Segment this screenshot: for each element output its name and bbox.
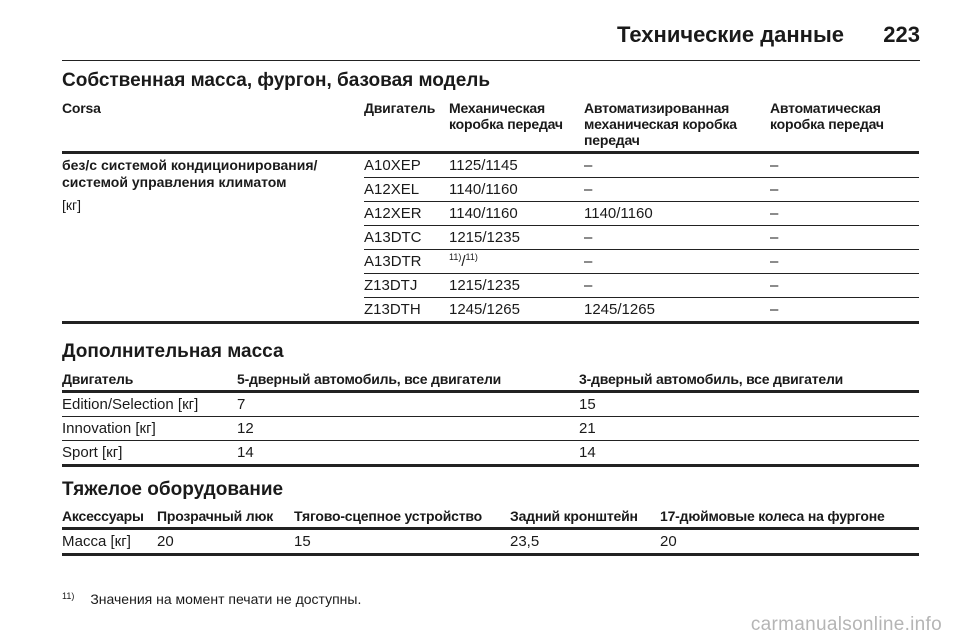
five-door-cell: 12 — [237, 417, 579, 441]
heavy-equipment-table — [62, 505, 919, 556]
weight-condition-text: без/с системой кондиционирования/ системой управления климатом — [62, 157, 318, 190]
three-door-cell: 15 — [579, 392, 919, 417]
column-header: Corsa — [62, 97, 364, 153]
manual-cell: 1245/1265 — [449, 298, 584, 323]
page-number: 223 — [883, 22, 920, 47]
page-title: Технические данные — [617, 22, 844, 47]
trim-cell: Edition/Selection [кг] — [62, 392, 237, 417]
engine-cell: A13DTC — [364, 226, 449, 250]
column-header: Автоматическая коробка передач — [770, 97, 919, 153]
automatic-cell: – — [770, 178, 919, 202]
weight-condition-cell — [62, 153, 364, 323]
automated-cell: – — [584, 153, 770, 178]
footnote-ref: 11) — [449, 252, 462, 262]
engine-cell: A13DTR — [364, 250, 449, 274]
additional-weight-table — [62, 368, 919, 467]
column-header: Аксессуары — [62, 505, 157, 529]
value-separator: / — [461, 253, 466, 270]
table-header-row — [62, 97, 919, 153]
table-row — [62, 529, 919, 555]
automatic-cell: – — [770, 226, 919, 250]
automatic-cell: – — [770, 250, 919, 274]
towbar-cell: 15 — [294, 529, 510, 555]
three-door-cell: 21 — [579, 417, 919, 441]
trim-cell: Innovation [кг] — [62, 417, 237, 441]
column-header: Механическая коробка передач — [449, 97, 584, 153]
column-header: Двигатель — [364, 97, 449, 153]
five-door-cell: 14 — [237, 441, 579, 466]
page-header — [62, 18, 920, 61]
table-row — [62, 441, 919, 466]
column-header: Тягово-сцепное устройство — [294, 505, 510, 529]
automatic-cell: – — [770, 202, 919, 226]
manual-cell: 1140/1160 — [449, 202, 584, 226]
column-header: Двигатель — [62, 368, 237, 392]
mass-label-cell: Масса [кг] — [62, 529, 157, 555]
manual-cell: 1215/1235 — [449, 274, 584, 298]
footnote-text: Значения на момент печати не доступны. — [90, 591, 362, 607]
automatic-cell: – — [770, 274, 919, 298]
table-row — [62, 153, 919, 178]
manual-cell: 1125/1145 — [449, 153, 584, 178]
automated-cell: – — [584, 250, 770, 274]
manual-cell: 1215/1235 — [449, 226, 584, 250]
table-row — [62, 392, 919, 417]
section-title-additional-weight: Дополнительная масса — [62, 341, 284, 362]
table-header-row — [62, 505, 919, 529]
column-header: Автоматизированная механическая коробка передач — [584, 97, 770, 153]
automated-cell: 1245/1265 — [584, 298, 770, 323]
wheels-cell: 20 — [660, 529, 919, 555]
engine-cell: A12XEL — [364, 178, 449, 202]
automatic-cell: – — [770, 298, 919, 323]
automated-cell: – — [584, 274, 770, 298]
table-row — [62, 417, 919, 441]
engine-cell: A10XEP — [364, 153, 449, 178]
rear-carrier-cell: 23,5 — [510, 529, 660, 555]
footnote-mark: 11) — [62, 591, 75, 601]
watermark: carmanualsonline.info — [750, 614, 942, 635]
automatic-cell: – — [770, 153, 919, 178]
weight-unit: [кг] — [62, 197, 82, 213]
footnote — [62, 591, 361, 607]
sunroof-cell: 20 — [157, 529, 294, 555]
engine-cell: Z13DTH — [364, 298, 449, 323]
manual-cell — [449, 250, 584, 274]
section-title-curb-weight: Собственная масса, фургон, базовая модель — [62, 70, 491, 91]
automated-cell: – — [584, 178, 770, 202]
trim-cell: Sport [кг] — [62, 441, 237, 466]
engine-cell: Z13DTJ — [364, 274, 449, 298]
automated-cell: – — [584, 226, 770, 250]
curb-weight-table — [62, 97, 919, 324]
column-header: Прозрачный люк — [157, 505, 294, 529]
column-header: 5-дверный автомобиль, все двигатели — [237, 368, 579, 392]
engine-cell: A12XER — [364, 202, 449, 226]
automated-cell: 1140/1160 — [584, 202, 770, 226]
section-title-heavy-equipment: Тяжелое оборудование — [62, 479, 284, 500]
five-door-cell: 7 — [237, 392, 579, 417]
manual-cell: 1140/1160 — [449, 178, 584, 202]
column-header: Задний кронштейн — [510, 505, 660, 529]
footnote-ref: 11) — [465, 252, 478, 262]
column-header: 17-дюймовые колеса на фургоне — [660, 505, 919, 529]
table-header-row — [62, 368, 919, 392]
column-header: 3-дверный автомобиль, все двигатели — [579, 368, 919, 392]
three-door-cell: 14 — [579, 441, 919, 466]
